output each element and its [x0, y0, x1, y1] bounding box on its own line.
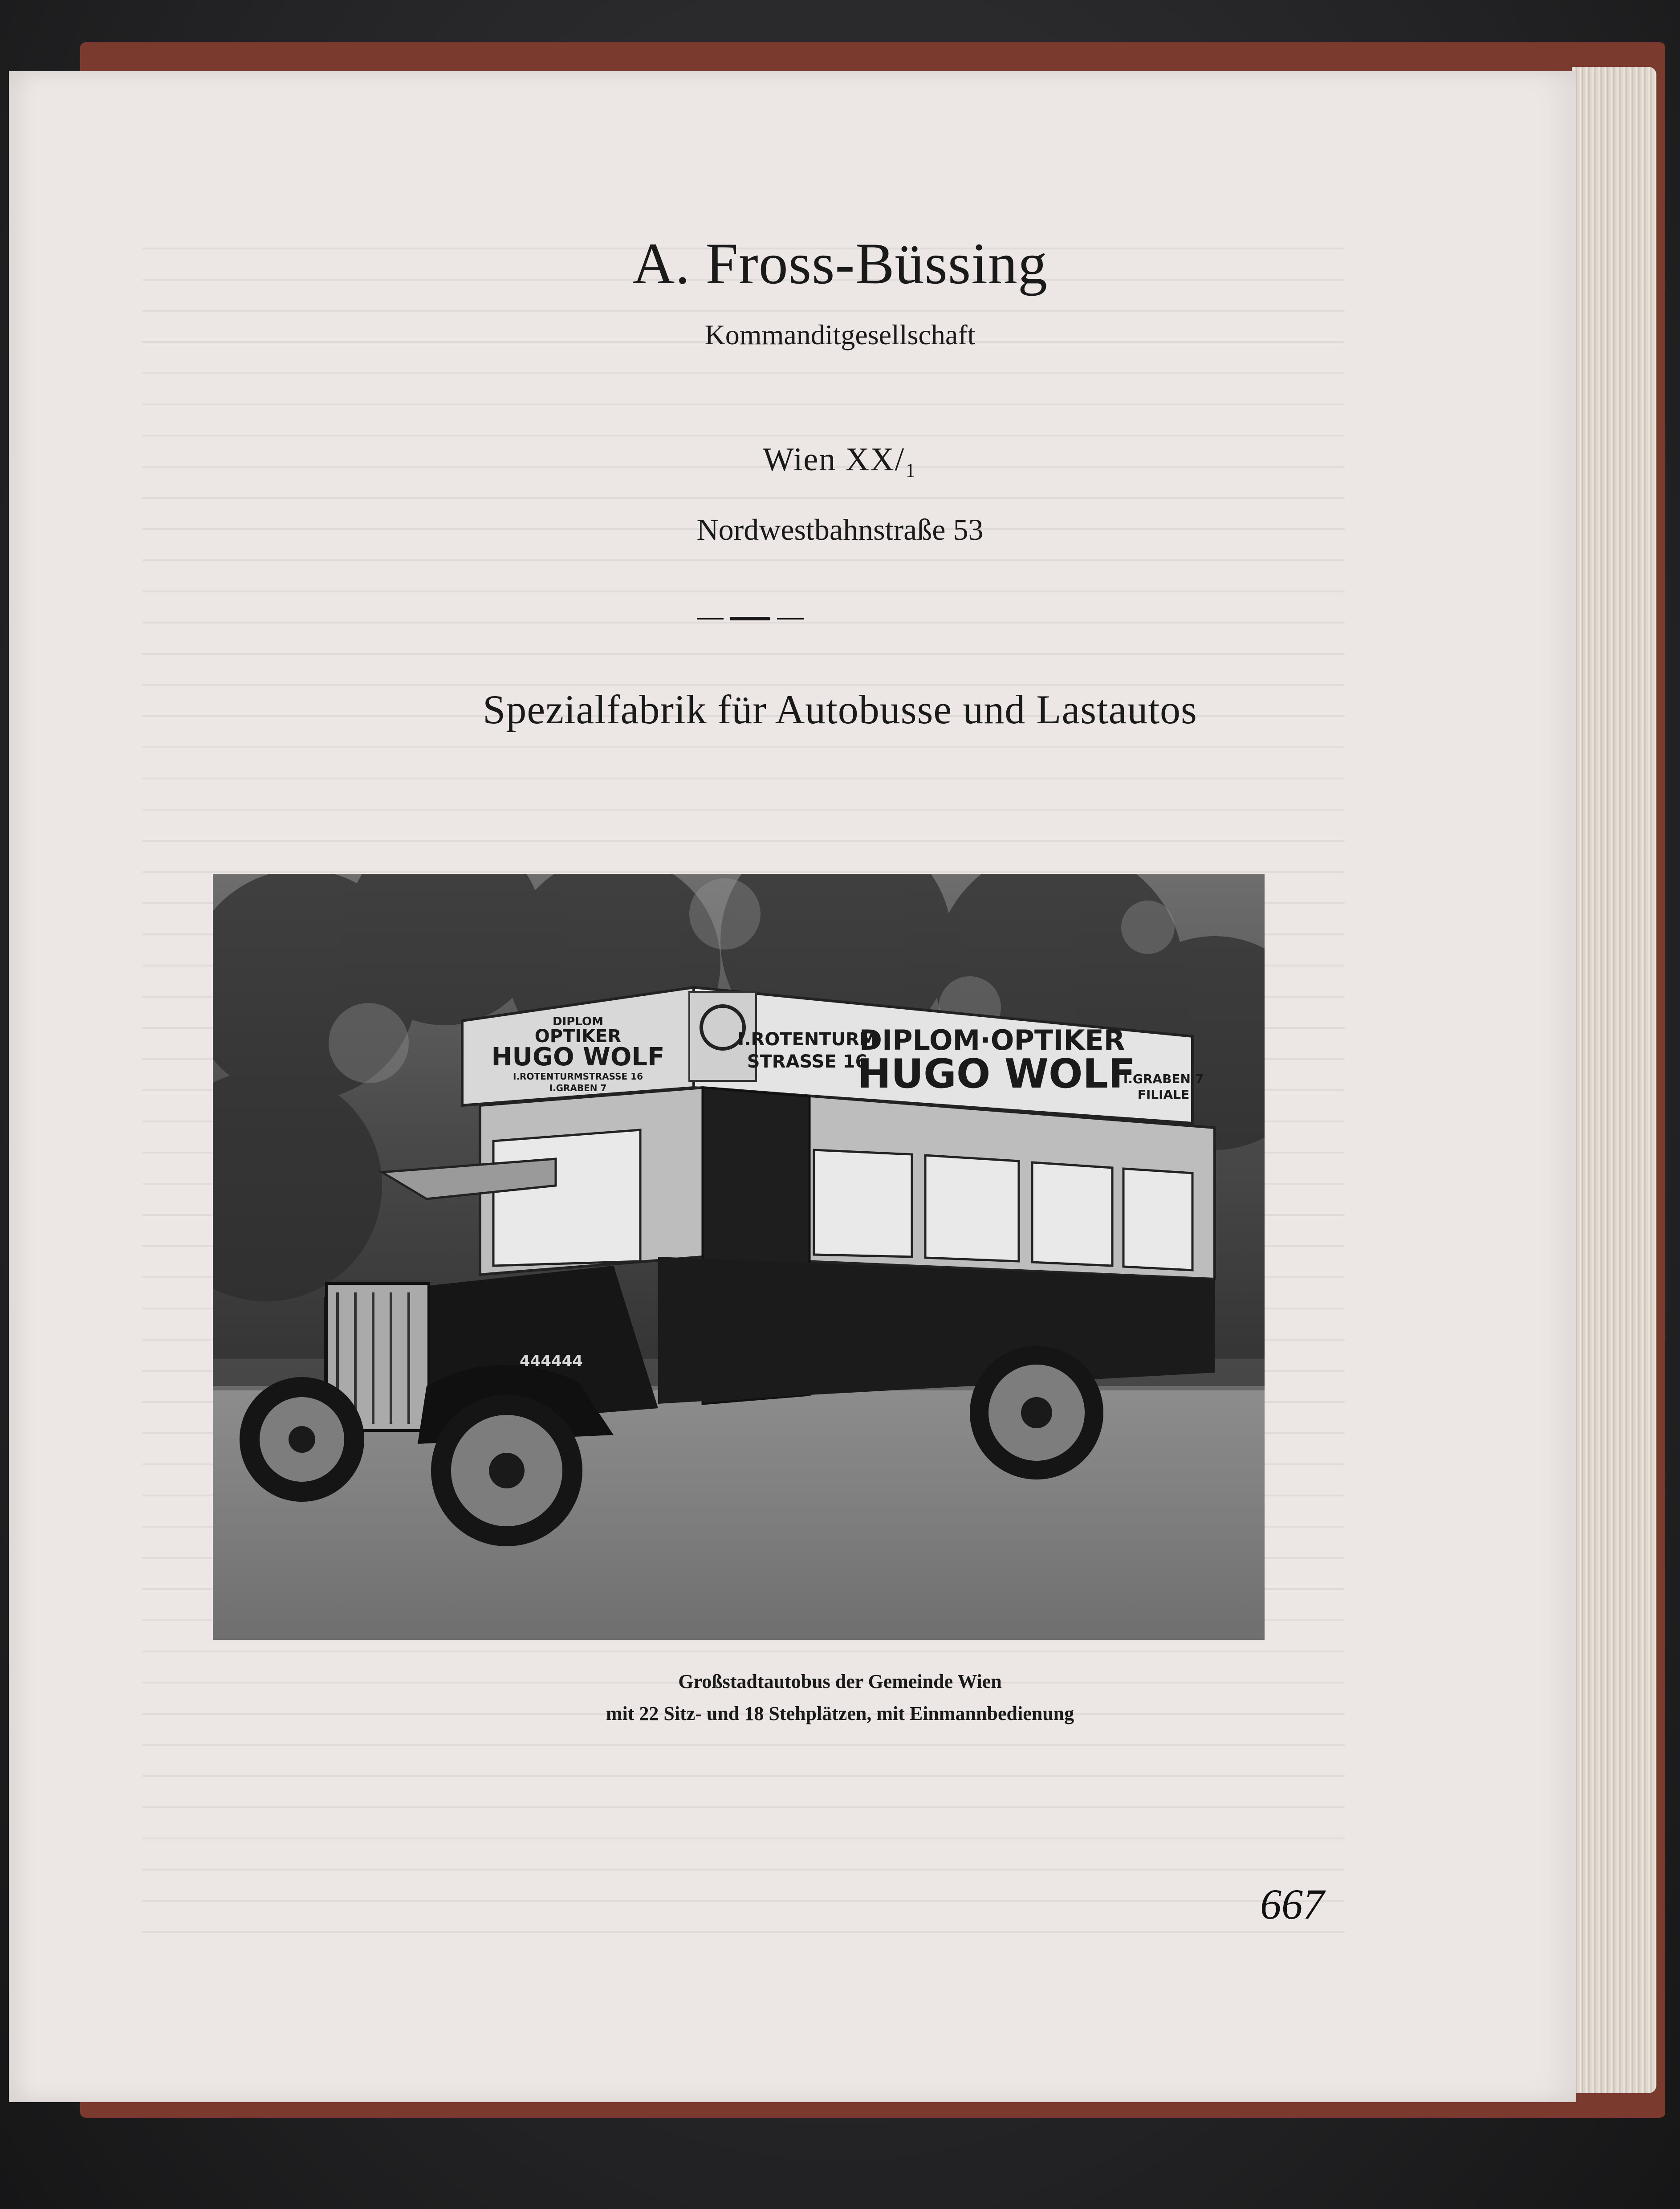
- sign-front-line3: HUGO WOLF: [491, 1043, 665, 1072]
- divider-left: [697, 618, 724, 619]
- sign-side-left-line2: STRASSE 16: [747, 1052, 868, 1072]
- street-address: Nordwestbahnstraße 53: [696, 513, 984, 546]
- divider-center: [730, 617, 770, 620]
- sign-side-right-line1: I.GRABEN 7: [1123, 1072, 1204, 1086]
- sign-front-line5: I.GRABEN 7: [549, 1083, 607, 1093]
- company-type: Kommanditgesellschaft: [704, 319, 976, 351]
- photo-caption-line1: Großstadtautobus der Gemeinde Wien: [678, 1671, 1002, 1692]
- bus-photo-svg: [213, 874, 1265, 1640]
- sign-side-left-line1: I.ROTENTURM: [737, 1029, 877, 1050]
- divider-right: [777, 618, 804, 619]
- city-district: Wien XX/₁: [762, 441, 918, 478]
- sign-front-line2: OPTIKER: [534, 1026, 622, 1047]
- page-number: 667: [1260, 1880, 1324, 1928]
- sign-front-line4: I.ROTENTURMSTRASSE 16: [513, 1071, 643, 1082]
- ornamental-divider: [697, 617, 804, 620]
- bus-photograph: [213, 874, 1265, 1640]
- sign-side-main-line1: DIPLOM·OPTIKER: [859, 1024, 1125, 1056]
- company-name: A. Fross-Büssing: [632, 231, 1048, 296]
- page-edges: [1572, 67, 1656, 2093]
- headline: Spezialfabrik für Autobusse und Lastautos: [483, 687, 1197, 732]
- front-wheel: [431, 1395, 582, 1546]
- sign-side-main-line2: HUGO WOLF: [857, 1051, 1136, 1097]
- sign-side-right-line2: FILIALE: [1137, 1087, 1190, 1102]
- left-wheel: [240, 1377, 364, 1502]
- bus-plate-number: 444444: [520, 1352, 583, 1370]
- photo-caption-line2: mit 22 Sitz- und 18 Stehplätzen, mit Einmannbedienung: [606, 1703, 1074, 1724]
- sign-front-line1: DIPLOM: [553, 1015, 603, 1028]
- rear-wheel: [970, 1346, 1103, 1479]
